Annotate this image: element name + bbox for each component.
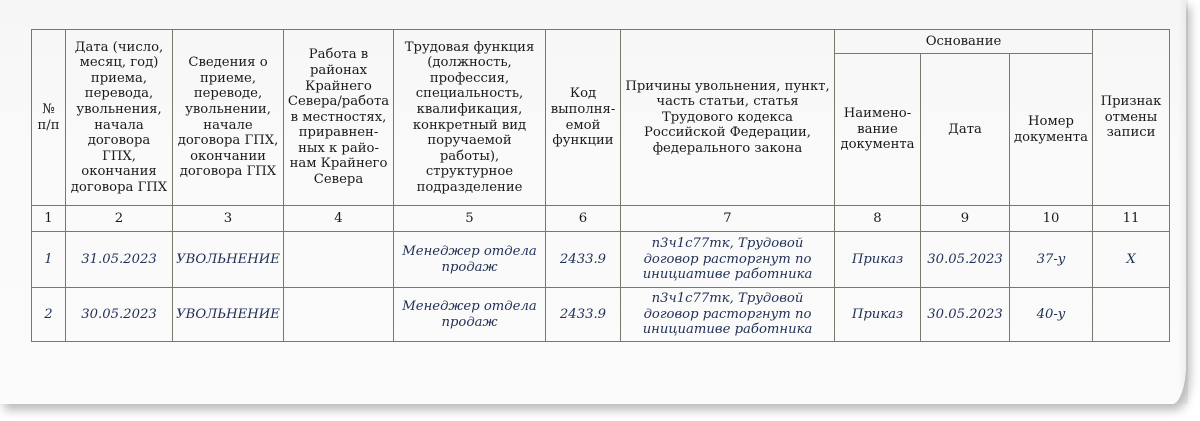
column-number: 5 (394, 206, 546, 232)
cell-dismissal-reason: п3ч1с77тк, Трудовой договор расторгнут по инициативе работника (621, 232, 835, 288)
header-basis-group: Основание (835, 30, 1093, 54)
column-number: 6 (546, 206, 621, 232)
cell-event: УВОЛЬНЕНИЕ (173, 288, 284, 342)
cell-function-code: 2433.9 (546, 232, 621, 288)
cell-dismissal-reason: п3ч1с77тк, Трудовой договор расторгнут по инициативе работника (621, 288, 835, 342)
employment-record-table (31, 29, 1170, 342)
column-number: 11 (1093, 206, 1170, 232)
column-number: 7 (621, 206, 835, 232)
header-labor-function: Трудовая функция (должность, профессия, специальность, квалификация, конкретный вид поручаемой работы), структурное подразделение (394, 30, 546, 206)
cell-function-code: 2433.9 (546, 288, 621, 342)
cell-labor-function: Менеджер отдела продаж (394, 288, 546, 342)
header-row-number: № п/п (32, 30, 66, 206)
header-dismissal-reason: Причины увольнения, пункт, часть статьи, статья Трудового кодекса Российской Федерации, федерального закона (621, 30, 835, 206)
header-document-name: Наимено-вание документа (835, 54, 921, 206)
column-number: 8 (835, 206, 921, 232)
header-date: Дата (число, месяц, год) приема, перевода, увольнения, начала договора ГПХ, окончания договора ГПХ (66, 30, 173, 206)
column-number: 2 (66, 206, 173, 232)
cell-far-north (284, 232, 394, 288)
header-far-north: Работа в районах Крайнего Севера/работа в местностях, приравнен-ных к райо-нам Крайнего Севера (284, 30, 394, 206)
column-number: 4 (284, 206, 394, 232)
cell-far-north (284, 288, 394, 342)
cell-document-name: Приказ (835, 232, 921, 288)
header-cancel-mark: Признак отмены записи (1093, 30, 1170, 206)
cell-document-date: 30.05.2023 (921, 232, 1010, 288)
cell-date: 30.05.2023 (66, 288, 173, 342)
cell-document-number: 40-у (1010, 288, 1093, 342)
header-document-number: Номер документа (1010, 54, 1093, 206)
column-number: 9 (921, 206, 1010, 232)
column-number: 3 (173, 206, 284, 232)
column-number-row (32, 206, 1170, 232)
cell-event: УВОЛЬНЕНИЕ (173, 232, 284, 288)
cell-date: 31.05.2023 (66, 232, 173, 288)
header-document-date: Дата (921, 54, 1010, 206)
cell-row-number: 2 (32, 288, 66, 342)
cell-row-number: 1 (32, 232, 66, 288)
cell-document-name: Приказ (835, 288, 921, 342)
cell-cancel-mark (1093, 288, 1170, 342)
header-event-info: Сведения о приеме, переводе, увольнении, начале договора ГПХ, окончании договора ГПХ (173, 30, 284, 206)
cell-cancel-mark: Х (1093, 232, 1170, 288)
cell-labor-function: Менеджер отдела продаж (394, 232, 546, 288)
column-number: 1 (32, 206, 66, 232)
cell-document-date: 30.05.2023 (921, 288, 1010, 342)
cell-document-number: 37-у (1010, 232, 1093, 288)
header-function-code: Код выполня-емой функции (546, 30, 621, 206)
column-number: 10 (1010, 206, 1093, 232)
table-row (32, 288, 1170, 342)
header-row-top (32, 30, 1170, 54)
table-row (32, 232, 1170, 288)
